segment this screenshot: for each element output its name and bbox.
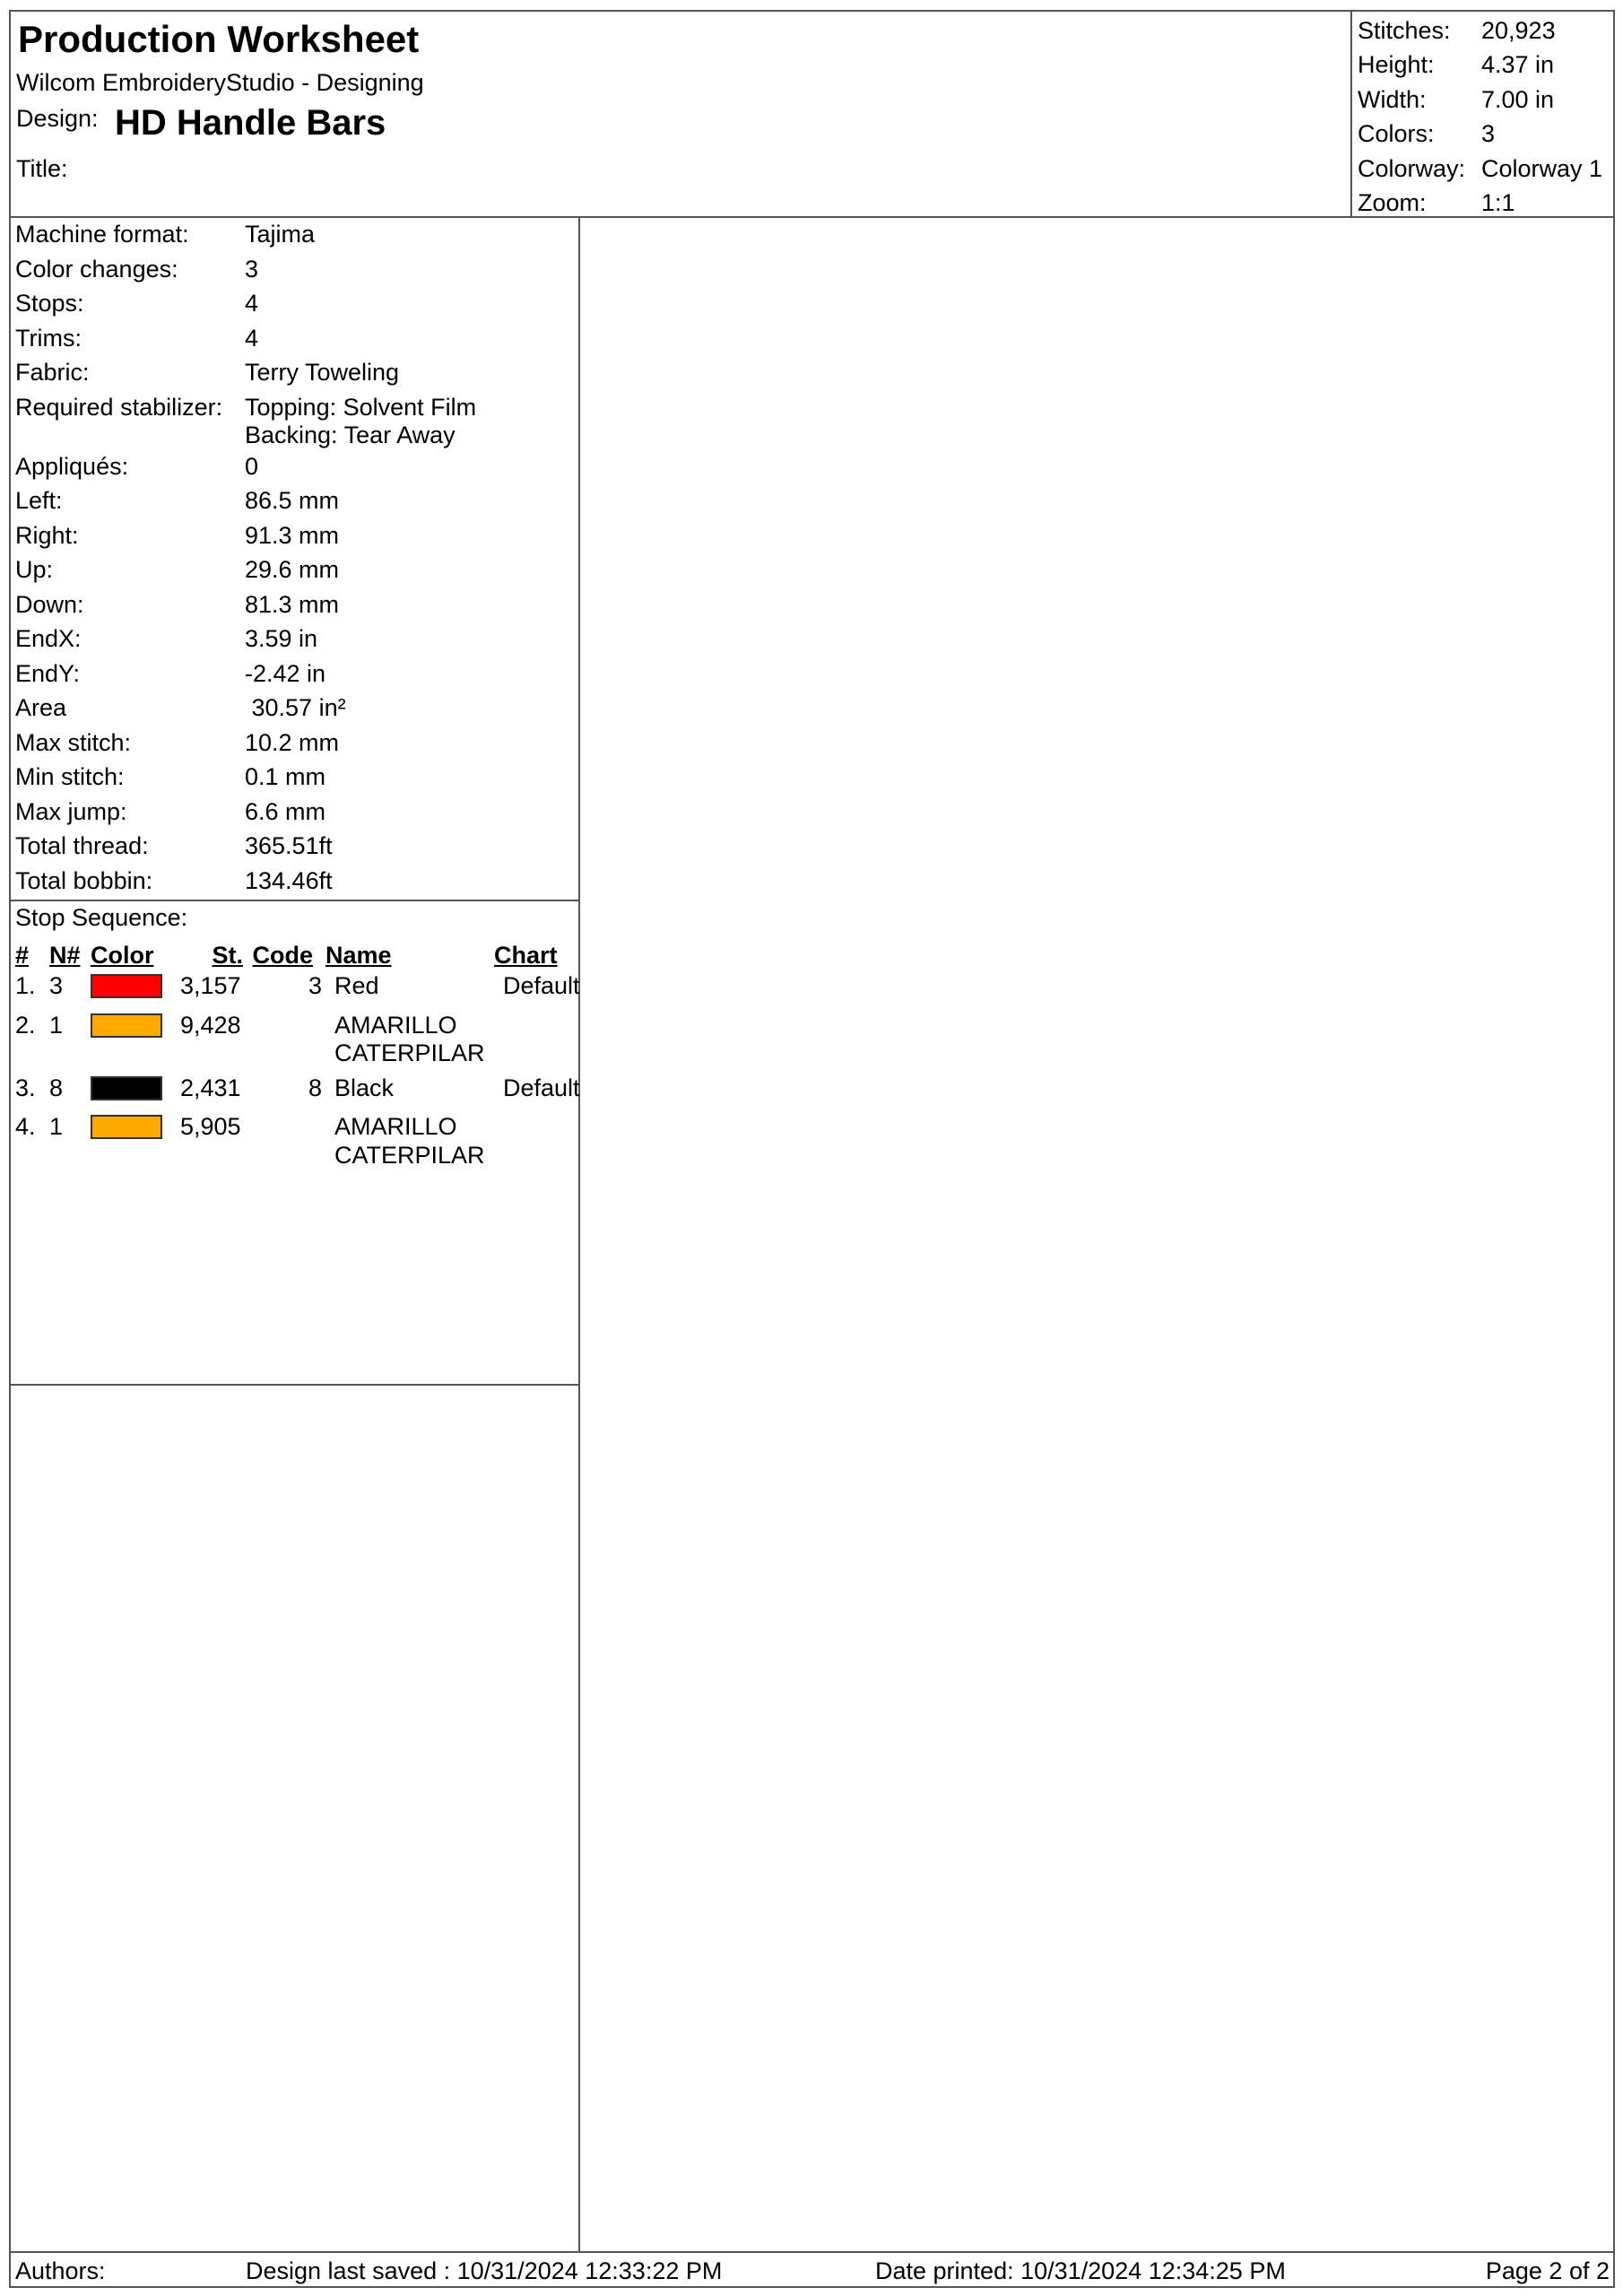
stat-colorway [1352,152,1615,187]
col-header-chart: Chart [494,941,558,969]
stop-sequence [9,900,578,1386]
spec-label: Max stitch: [15,728,132,756]
stop-stitches: 2,431 [180,1074,241,1101]
spec-label: Trims: [15,324,82,352]
spec-row [9,450,578,485]
spec-label: Left: [15,487,63,514]
spec-row [9,726,578,761]
color-swatch [91,1013,162,1038]
spec-label: Machine format: [15,221,189,248]
spec-row [9,657,578,692]
spec-value: 0 [245,452,259,480]
spec-label: Right: [15,521,79,549]
col-header-name: Name [325,941,392,969]
spec-value: 4 [245,290,259,317]
spec-list [9,218,578,899]
spec-value: 6.6 mm [245,797,326,825]
design-label: Design: [16,105,99,132]
color-swatch [91,1115,162,1139]
spec-value: 0.1 mm [245,763,326,790]
stop-stitches: 9,428 [180,1011,241,1039]
spec-value: 365.51ft [245,832,333,859]
authors-label: Authors: [15,2257,106,2284]
page-title: Production Worksheet [18,18,420,60]
stat-label: Width: [1358,85,1427,113]
stat-value: 1:1 [1481,189,1515,217]
spec-label: EndX: [15,625,82,652]
stat-label: Zoom: [1358,189,1427,217]
stop-row [9,1012,578,1068]
page-number: Page 2 of 2 [1485,2257,1610,2284]
spec-value: 3 [245,255,259,283]
spec-value: Terry Toweling [245,359,400,386]
spec-row [9,356,578,391]
spec-row [9,287,578,322]
spec-row [9,519,578,554]
stop-needle: 3 [49,972,64,999]
stat-height [1352,48,1615,83]
stop-stitches: 5,905 [180,1113,241,1140]
stop-row [9,972,578,1005]
col-header-color: Color [91,941,154,969]
spec-label: EndY: [15,659,81,687]
stop-color-cell [91,1113,171,1170]
stop-code: 8 [308,1074,322,1101]
stop-name: Black [334,1074,395,1101]
spec-value: 81.3 mm [245,590,340,618]
spec-row [9,391,578,450]
spec-row [9,253,578,288]
spec-row [9,865,578,900]
worksheet-header [9,10,1615,218]
stat-label: Height: [1358,51,1435,79]
worksheet-footer [9,2251,1615,2288]
spec-label: Area [15,694,67,721]
stop-sequence-header [9,938,578,972]
date-printed: Date printed: 10/31/2024 12:34:25 PM [875,2257,1286,2284]
spec-value: Topping: Solvent Film Backing: Tear Away [245,393,477,448]
stop-row [9,1074,578,1108]
stat-label: Colorway: [1358,154,1466,182]
stat-value: 20,923 [1481,16,1556,44]
spec-row [9,796,578,831]
spec-label: Down: [15,590,84,618]
spec-row [9,484,578,519]
spec-value: 86.5 mm [245,487,340,514]
stop-code [252,1113,322,1170]
spec-value: 3.59 in [245,625,318,652]
app-name: Wilcom EmbroideryStudio - Designing [16,69,424,96]
stat-stitches [1352,13,1615,48]
stat-label: Stitches: [1358,16,1451,44]
col-header-stitches: St. [212,941,243,969]
stop-index: 4. [15,1113,36,1140]
spec-label: Color changes: [15,255,178,283]
spec-label: Up: [15,556,54,583]
stop-chart: Default [503,972,580,999]
stop-color-cell [91,1012,171,1068]
color-swatch [91,1076,162,1100]
stop-row [9,1113,578,1170]
stop-name: Red [334,972,379,999]
spec-value: 4 [245,324,259,352]
spec-label: Min stitch: [15,763,125,790]
color-swatch [91,974,162,998]
spec-value: 10.2 mm [245,728,340,756]
last-saved: Design last saved : 10/31/2024 12:33:22 PM [246,2257,723,2284]
spec-label: Appliqués: [15,452,129,480]
stop-name: AMARILLO CATERPILAR [334,1011,485,1066]
stat-value: 4.37 in [1481,51,1555,79]
spec-value: 30.57 in² [245,694,346,721]
col-header-index: # [15,941,30,969]
stop-chart [503,1113,584,1170]
stop-index: 3. [15,1074,36,1101]
stop-needle: 8 [49,1074,64,1101]
stop-stitches: 3,157 [180,972,241,999]
stat-zoom [1352,187,1615,222]
spec-label: Max jump: [15,797,127,825]
stat-value: 3 [1481,120,1496,148]
stop-code: 3 [308,972,322,999]
stat-value: Colorway 1 [1481,154,1603,182]
stop-sequence-title: Stop Sequence: [15,904,188,931]
spec-value: 134.46ft [245,866,333,894]
spec-value: 91.3 mm [245,521,340,549]
spec-row [9,761,578,796]
stop-color-cell [91,1074,171,1108]
stop-needle: 1 [49,1011,64,1039]
spec-label: Total thread: [15,832,149,859]
stop-index: 2. [15,1011,36,1039]
specs-panel [9,218,580,2251]
spec-row [9,622,578,657]
stat-width [1352,83,1615,117]
spec-row [9,322,578,357]
spec-row [9,830,578,865]
stop-rows [9,972,578,1170]
spec-row [9,553,578,588]
spec-label: Stops: [15,290,84,317]
spec-label: Fabric: [15,359,90,386]
stat-colors [1352,117,1615,152]
spec-value: -2.42 in [245,659,326,687]
spec-label: Required stabilizer: [15,393,223,421]
stat-label: Colors: [1358,120,1435,148]
stat-value: 7.00 in [1481,85,1555,113]
spec-label: Total bobbin: [15,866,153,894]
spec-value: 29.6 mm [245,556,340,583]
stop-chart: Default [503,1074,580,1101]
title-label: Title: [16,155,68,182]
design-name: HD Handle Bars [115,103,386,143]
spec-row [9,218,578,253]
stop-needle: 1 [49,1113,64,1140]
spec-row [9,588,578,623]
spec-row [9,691,578,726]
stop-name: AMARILLO CATERPILAR [334,1113,485,1169]
stop-code [252,1012,322,1068]
col-header-needle: N# [49,941,81,969]
col-header-code: Code [252,941,313,969]
stop-chart [503,1012,584,1068]
stop-color-cell [91,972,171,1005]
design-stats [1350,10,1615,216]
spec-value: Tajima [245,221,316,248]
stop-index: 1. [15,972,36,999]
